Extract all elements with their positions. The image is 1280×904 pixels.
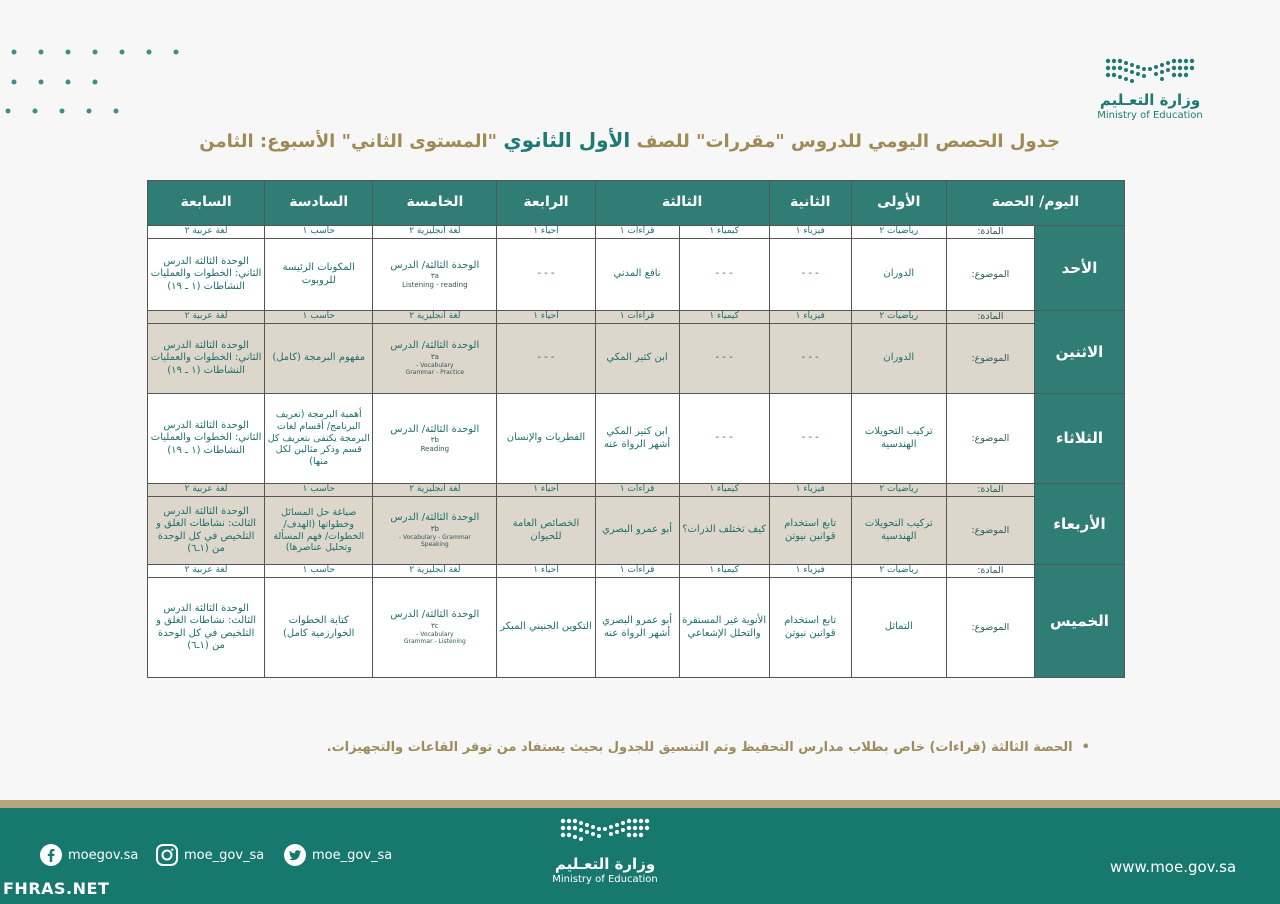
subject-chemistry: كيمياء ١ <box>679 226 769 239</box>
topic-row <box>148 578 1125 678</box>
ministry-logo-icon <box>1100 55 1200 89</box>
subject-label: المادة: <box>946 484 1034 497</box>
topic-cell: الوحدة الثالثة الدرس الثاني: الخطوات والعمليات النشاطات (١ ـ ١٩) <box>148 324 265 394</box>
topic-cell: الأنوية غير المستقرة والتحلل الإشعاعي <box>679 578 769 678</box>
topic-cell: مفهوم البرمجة (كامل) <box>265 324 373 394</box>
subject-arabic: لغة عربية ٢ <box>148 226 265 239</box>
subject-math: رياضيات ٢ <box>851 311 946 324</box>
english-skills: Reading <box>420 444 450 453</box>
subject-arabic: لغة عربية ٢ <box>148 484 265 497</box>
ministry-logo <box>1070 55 1230 135</box>
english-code: ٣b <box>430 436 439 444</box>
topic-cell: الدوران <box>851 239 946 311</box>
topic-cell: ابن كثير المكي أشهر الرواة عنه <box>595 394 679 484</box>
english-skills: Listening - reading <box>402 280 468 289</box>
bullet-icon: • <box>1072 740 1090 755</box>
footnote <box>200 740 1090 755</box>
topic-label: الموضوع: <box>946 239 1034 311</box>
subject-english: لغة انجليزية ٢ <box>373 484 497 497</box>
subject-computer: حاسب ١ <box>265 484 373 497</box>
subject-readings: قراءات ١ <box>595 565 679 578</box>
footer-ministry-name-en: Ministry of Education <box>552 874 658 885</box>
header-period-4: الرابعة <box>497 181 595 226</box>
topic-row <box>148 497 1125 565</box>
topic-cell: - - - <box>497 239 595 311</box>
english-skills: Vocabulary - <box>416 630 454 638</box>
topic-cell: - - - <box>497 324 595 394</box>
english-skills: Grammar - Listening <box>403 638 466 646</box>
topic-label: الموضوع: <box>946 497 1034 565</box>
subject-math: رياضيات ٢ <box>851 484 946 497</box>
subject-english: لغة انجليزية ٢ <box>373 565 497 578</box>
topic-cell: الوحدة الثالثة الدرس الثاني: الخطوات والعمليات النشاطات (١ ـ ١٩) <box>148 239 265 311</box>
english-unit: الوحدة الثالثة/ الدرس <box>390 512 480 524</box>
facebook-icon <box>40 844 62 866</box>
subject-physics: فيزياء ١ <box>769 484 851 497</box>
topic-cell: تركيب التحويلات الهندسية <box>851 497 946 565</box>
twitter-link[interactable] <box>284 843 392 867</box>
topic-cell: كتابة الخطوات الخوارزمية كامل) <box>265 578 373 678</box>
topic-row <box>148 324 1125 394</box>
subject-row <box>148 226 1125 239</box>
twitter-icon <box>284 844 306 866</box>
topic-cell: الفطريات والإنسان <box>497 394 595 484</box>
topic-cell: ابن كثير المكي <box>595 324 679 394</box>
subject-english: لغة انجليزية ٢ <box>373 311 497 324</box>
subject-row <box>148 484 1125 497</box>
footer-logo-icon <box>553 815 657 849</box>
title-highlight: الأول الثانوي <box>503 128 631 152</box>
footnote-text: الحصة الثالثة (قراءات) خاص بطلاب مدارس التحفيظ وتم التنسيق للجدول بحيث يستفاد من توفر القاعات والتجهيزات. <box>326 740 1073 755</box>
english-code: ٣c <box>431 621 439 630</box>
subject-readings: قراءات ١ <box>595 484 679 497</box>
header-period-6: السادسة <box>265 181 373 226</box>
english-unit: الوحدة الثالثة/ الدرس <box>390 259 480 271</box>
footer-ministry-name-ar: وزارة التعـليم <box>554 855 656 873</box>
subject-math: رياضيات ٢ <box>851 226 946 239</box>
title-part1: جدول الحصص اليومي للدروس "مقررات" للصف <box>630 131 1060 152</box>
subject-physics: فيزياء ١ <box>769 565 851 578</box>
day-sunday: الأحد <box>1034 226 1124 311</box>
header-row <box>148 181 1125 226</box>
topic-cell: - - - <box>679 394 769 484</box>
subject-readings: قراءات ١ <box>595 311 679 324</box>
english-skills: Speaking <box>420 541 449 549</box>
english-code: ٣b <box>430 524 439 533</box>
subject-biology: أحياء ١ <box>497 565 595 578</box>
instagram-icon <box>156 844 178 866</box>
footer-divider <box>0 800 1280 808</box>
topic-english <box>373 497 497 565</box>
page-title <box>200 128 1060 152</box>
footer-logo <box>520 815 690 900</box>
subject-row <box>148 565 1125 578</box>
topic-cell: المكونات الرئيسة للروبوت <box>265 239 373 311</box>
website-link[interactable]: www.moe.gov.sa <box>1110 858 1237 876</box>
english-unit: الوحدة الثالثة/ الدرس <box>390 609 480 621</box>
header-period-3: الثالثة <box>595 181 769 226</box>
topic-cell: - - - <box>679 324 769 394</box>
english-code: ٣a <box>430 272 439 280</box>
schedule-table <box>147 180 1125 678</box>
header-day-period: اليوم/ الحصة <box>946 181 1124 226</box>
header-period-2: الثانية <box>769 181 851 226</box>
day-wednesday: الأربعاء <box>1034 484 1124 565</box>
topic-cell: أبو عمرو البصري <box>595 497 679 565</box>
subject-arabic: لغة عربية ٢ <box>148 311 265 324</box>
subject-label: المادة: <box>946 226 1034 239</box>
instagram-handle: moe_gov_sa <box>184 847 265 863</box>
subject-chemistry: كيمياء ١ <box>679 484 769 497</box>
watermark: FHRAS.NET <box>3 879 110 898</box>
english-skills: Vocabulary - Grammar - <box>398 533 471 541</box>
header-period-5: الخامسة <box>373 181 497 226</box>
topic-cell: التكوين الجنيني المبكر <box>497 578 595 678</box>
topic-label: الموضوع: <box>946 578 1034 678</box>
topic-cell: الوحدة الثالثة الدرس الثاني: الخطوات والعمليات النشاطات (١ ـ ١٩) <box>148 394 265 484</box>
facebook-handle: moegov.sa <box>68 847 139 863</box>
header-period-7: السابعة <box>148 181 265 226</box>
topic-label: الموضوع: <box>946 324 1034 394</box>
subject-chemistry: كيمياء ١ <box>679 565 769 578</box>
subject-biology: أحياء ١ <box>497 484 595 497</box>
facebook-link[interactable] <box>40 843 138 867</box>
subject-english: لغة انجليزية ٢ <box>373 226 497 239</box>
subject-chemistry: كيمياء ١ <box>679 311 769 324</box>
topic-cell: نافع المدني <box>595 239 679 311</box>
topic-english <box>373 394 497 484</box>
topic-cell: الدوران <box>851 324 946 394</box>
english-code: ٣a <box>430 352 439 361</box>
subject-math: رياضيات ٢ <box>851 565 946 578</box>
ministry-name-ar: وزارة التعـليم <box>1099 91 1201 109</box>
topic-english <box>373 239 497 311</box>
header-period-1: الأولى <box>851 181 946 226</box>
subject-label: المادة: <box>946 311 1034 324</box>
topic-row <box>148 394 1125 484</box>
topic-english <box>373 324 497 394</box>
subject-biology: أحياء ١ <box>497 311 595 324</box>
topic-cell: تابع استخدام قوانين نيوتن <box>769 497 851 565</box>
subject-biology: أحياء ١ <box>497 226 595 239</box>
topic-cell: - - - <box>769 239 851 311</box>
subject-readings: قراءات ١ <box>595 226 679 239</box>
topic-cell: كيف تختلف الذرات؟ <box>679 497 769 565</box>
day-thursday: الخميس <box>1034 565 1124 678</box>
topic-label: الموضوع: <box>946 394 1034 484</box>
subject-physics: فيزياء ١ <box>769 311 851 324</box>
title-part3: "المستوى الثاني" الأسبوع: الثامن <box>199 131 504 152</box>
topic-cell: الخصائص العامة للحيوان <box>497 497 595 565</box>
english-skills: Vocabulary - <box>416 361 454 369</box>
english-unit: الوحدة الثالثة/ الدرس <box>390 340 480 352</box>
instagram-link[interactable] <box>156 843 264 867</box>
topic-cell: التماثل <box>851 578 946 678</box>
topic-cell: أبو عمرو البصري أشهر الرواة عنه <box>595 578 679 678</box>
english-skills: Grammar - Practice <box>405 369 465 377</box>
subject-arabic: لغة عربية ٢ <box>148 565 265 578</box>
subject-row <box>148 311 1125 324</box>
subject-computer: حاسب ١ <box>265 311 373 324</box>
topic-cell: صياغة حل المسائل وخطواتها (الهدف/ الخطوات/ فهم المسألة وتحليل عناصرها) <box>265 497 373 565</box>
subject-label: المادة: <box>946 565 1034 578</box>
topic-cell: تابع استخدام قوانين نيوتن <box>769 578 851 678</box>
english-unit: الوحدة الثالثة/ الدرس <box>390 423 480 435</box>
topic-row <box>148 239 1125 311</box>
topic-cell: الوحدة الثالثة الدرس الثالث: نشاطات الغلق و التلخيص في كل الوحدة من (١ـ٦) <box>148 497 265 565</box>
topic-cell: - - - <box>769 394 851 484</box>
topic-cell: تركيب التحويلات الهندسية <box>851 394 946 484</box>
day-tuesday: الثلاثاء <box>1034 394 1124 484</box>
day-monday: الاثنين <box>1034 311 1124 394</box>
decorative-dots <box>0 40 200 130</box>
topic-cell: الوحدة الثالثة الدرس الثالث: نشاطات الغلق و التلخيص في كل الوحدة من (١ـ٦) <box>148 578 265 678</box>
twitter-handle: moe_gov_sa <box>312 847 393 863</box>
subject-computer: حاسب ١ <box>265 565 373 578</box>
subject-computer: حاسب ١ <box>265 226 373 239</box>
topic-cell: - - - <box>679 239 769 311</box>
topic-english <box>373 578 497 678</box>
topic-cell: - - - <box>769 324 851 394</box>
ministry-name-en: Ministry of Education <box>1097 110 1203 121</box>
topic-cell: أهمية البرمجة (تعريف البرنامج/ أقسام لغات البرمجة يكتفى بتعريف كل قسم وذكر مثالين لكل منها) <box>265 394 373 484</box>
subject-physics: فيزياء ١ <box>769 226 851 239</box>
